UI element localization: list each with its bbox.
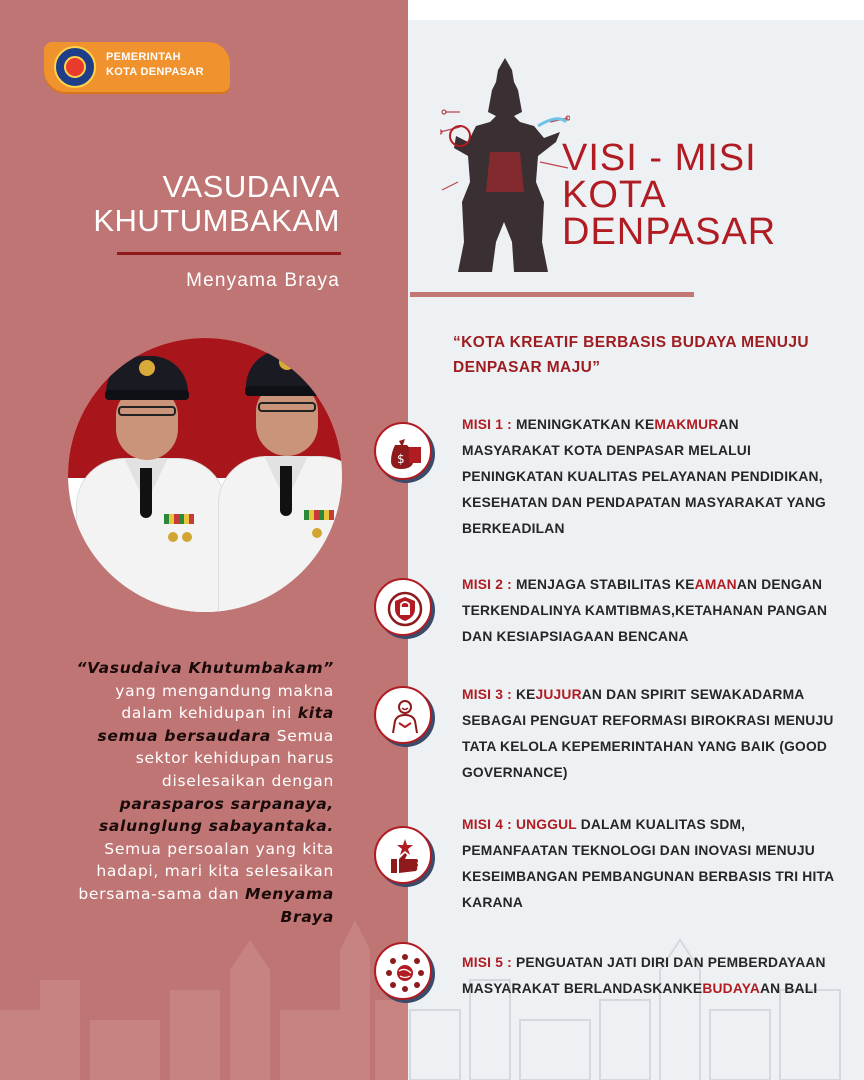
quote-line8: salunglung sabayantaka.: [98, 817, 334, 836]
misi-2-l1c: AN DENGAN: [736, 577, 823, 592]
motto-title: [40, 170, 340, 238]
quote-line11b: Menyama: [244, 884, 334, 903]
misi-4: [462, 812, 842, 916]
misi-5-label: MISI 5 :: [462, 955, 512, 970]
community-globe-icon: [385, 953, 425, 993]
misi-2: [462, 572, 842, 650]
page-title: [562, 137, 777, 253]
misi-1-l3: PENINGKATAN KUALITAS PELAYANAN PENDIDIKAN,: [462, 469, 823, 484]
cap-emblem-icon: [139, 360, 155, 376]
misi-3-icon: [374, 686, 432, 744]
misi-3-l1b: JUJUR: [535, 687, 582, 702]
misi-1-l1a: MENINGKATKAN KE: [511, 417, 655, 432]
misi-5-l1a: PENGUATAN JATI DIRI DAN PEMBERDAYAAN: [511, 955, 826, 970]
top-white-strip: [408, 0, 864, 20]
quote-line2: yang mengandung makna: [115, 681, 334, 700]
motto-line1: VASUDAIVA: [162, 169, 340, 204]
misi-2-l1b: AMAN: [694, 577, 737, 592]
quote-line3b: kita: [297, 704, 334, 723]
title-line2: KOTA: [562, 174, 667, 216]
misi-3-l4: GOVERNANCE): [462, 765, 568, 780]
svg-text:$: $: [397, 452, 405, 466]
misi-2-l1a: MENJAGA STABILITAS KE: [511, 577, 695, 592]
misi-1-l1c: AN: [718, 417, 739, 432]
misi-1-label: MISI 1 :: [462, 417, 512, 432]
quote-line11a: bersama-sama dan: [78, 884, 245, 903]
quote-line5: sektor kehidupan harus: [135, 749, 334, 768]
cap-emblem-icon: [279, 354, 295, 370]
title-line1: VISI - MISI: [562, 137, 757, 179]
misi-4-icon: [374, 826, 432, 884]
vision-line2: DENPASAR MAJU”: [453, 359, 601, 376]
logo-badge: [44, 42, 230, 92]
motto-subtitle: Menyama Braya: [186, 270, 340, 291]
misi-5-icon: [374, 942, 432, 1000]
logo-line2: KOTA DENPASAR: [106, 66, 204, 78]
officials-portrait: [68, 338, 342, 612]
misi-1-l1b: MAKMUR: [654, 417, 719, 432]
quote-line4a: semua bersaudara: [97, 726, 272, 745]
misi-1-icon: [374, 422, 432, 480]
quote-line7: parasparos sarpanaya,: [119, 794, 334, 813]
vision-statement: [453, 330, 823, 380]
misi-3-label: MISI 3 :: [462, 687, 512, 702]
quote-line12: Braya: [280, 907, 334, 926]
title-divider: [410, 292, 694, 297]
quote-line1: “Vasudaiva Khutumbakam”: [76, 659, 334, 677]
misi-4-l1b: UNGGUL: [515, 817, 577, 832]
misi-3-l3: TATA KELOLA KEPEMERINTAHAN YANG BAIK (GOOD: [462, 739, 828, 754]
quote-line3a: dalam kehidupan ini: [121, 704, 298, 723]
misi-5: [462, 950, 842, 1002]
misi-1-l2: MASYARAKAT KOTA DENPASAR MELALUI: [462, 443, 751, 458]
misi-2-l2: TERKENDALINYA KAMTIBMAS,KETAHANAN PANGAN: [462, 603, 828, 618]
misi-3-l1c: AN DAN SPIRIT SEWAKADARMA: [581, 687, 805, 702]
thumbs-up-star-icon: [385, 837, 425, 877]
misi-4-l1c: DALAM KUALITAS SDM,: [576, 817, 746, 832]
misi-1-l5: BERKEADILAN: [462, 521, 565, 536]
misi-3-l2: SEBAGAI PENGUAT REFORMASI BIROKRASI MENUJU: [462, 713, 834, 728]
honest-person-icon: [385, 697, 425, 737]
money-bag-icon: [385, 433, 425, 473]
quote-line6: diselesaikan dengan: [161, 771, 334, 790]
vision-line1: “KOTA KREATIF BERBASIS BUDAYA MENUJU: [453, 334, 810, 351]
misi-4-l2: PEMANFAATAN TEKNOLOGI DAN INOVASI MENUJU: [462, 843, 815, 858]
logo-line1: PEMERINTAH: [106, 51, 181, 63]
misi-1-l4: KESEHATAN DAN PENDAPATAN MASYARAKAT YANG: [462, 495, 826, 510]
motto-line2: KHUTUMBAKAM: [93, 203, 340, 238]
misi-3: [462, 682, 842, 786]
misi-5-l2a: MASYARAKAT BERLANDASKANKE: [462, 981, 703, 996]
misi-5-l2b: BUDAYA: [702, 981, 761, 996]
misi-3-l1a: KE: [511, 687, 536, 702]
misi-5-l2c: AN BALI: [760, 981, 818, 996]
title-line3: DENPASAR: [562, 211, 777, 253]
motto-divider: [117, 252, 341, 255]
security-shield-icon: [385, 589, 425, 629]
misi-4-l4: KARANA: [462, 895, 523, 910]
misi-4-label: MISI 4 :: [462, 817, 512, 832]
misi-1: [462, 412, 842, 542]
misi-4-l3: KESEIMBANGAN PEMBANGUNAN BERBASIS TRI HITA: [462, 869, 835, 884]
quote-line4b: Semua: [271, 726, 334, 745]
quote-line9: Semua persoalan yang kita: [104, 839, 334, 858]
motto-quote: [46, 657, 334, 928]
city-seal-icon: [54, 46, 96, 88]
misi-2-l3: DAN KESIAPSIAGAAN BENCANA: [462, 629, 689, 644]
logo-text: [106, 50, 204, 80]
balinese-statue-illustration: [440, 52, 570, 276]
misi-2-label: MISI 2 :: [462, 577, 512, 592]
misi-2-icon: [374, 578, 432, 636]
quote-line10: hadapi, mari kita selesaikan: [96, 862, 334, 881]
